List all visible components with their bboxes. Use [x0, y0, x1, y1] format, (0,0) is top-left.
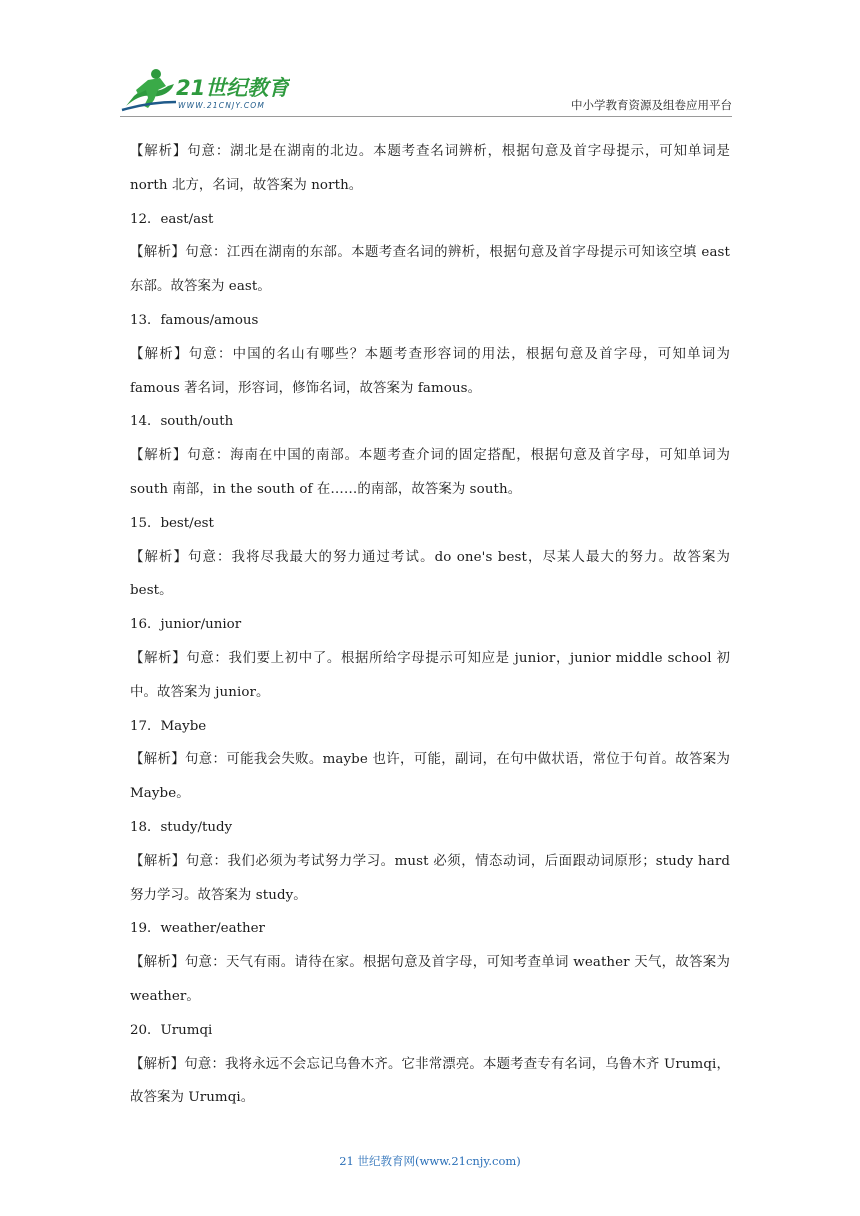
item-number: 13． [130, 312, 161, 328]
item-number: 17． [130, 718, 161, 734]
explanation-17: 【解析】句意：可能我会失败。maybe 也许，可能，副词，在句中做状语，常位于句首。故答案为 Maybe。 [130, 752, 730, 802]
item-answer: south/outh [160, 414, 234, 430]
item-answer: Urumqi [160, 1022, 213, 1038]
item-number: 16． [130, 617, 161, 633]
item-number: 20． [130, 1022, 161, 1038]
answer-19 [130, 912, 730, 946]
explanation-11: 【解析】句意：湖北是在湖南的北边。本题考查名词辨析，根据句意及首字母提示，可知单词是 north 北方，名词，故答案为 north。 [130, 144, 730, 193]
answer-17 [130, 710, 730, 744]
explanation-12: 【解析】句意：江西在湖南的东部。本题考查名词的辨析，根据句意及首字母提示可知该空填 east 东部。故答案为 east。 [130, 245, 730, 295]
page-footer[interactable]: 21 世纪教育网(www.21cnjy.com) [339, 1154, 521, 1168]
runner-icon [122, 69, 176, 110]
item-answer: junior/unior [160, 617, 242, 633]
page-header [120, 66, 732, 114]
item-answer: study/tudy [160, 819, 233, 835]
answer-20 [130, 1014, 730, 1048]
answer-13 [130, 304, 730, 338]
explanation-14: 【解析】句意：海南在中国的南部。本题考查介词的固定搭配，根据句意及首字母，可知单词为 south 南部，in the south of 在……的南部，故答案为 south。 [130, 448, 730, 497]
item-answer: Maybe [160, 718, 207, 734]
logo-url: WWW.21CNJY.COM [178, 101, 266, 110]
explanation-15: 【解析】句意：我将尽我最大的努力通过考试。do one's best，尽某人最大的努力。故答案为 best。 [130, 549, 730, 599]
item-number: 18． [130, 819, 161, 835]
answer-15 [130, 507, 730, 541]
explanation-20: 【解析】句意：我将永远不会忘记乌鲁木齐。它非常漂亮。本题考查专有名词，乌鲁木齐 Urumqi，故答案为 Urumqi。 [130, 1056, 730, 1106]
explanation-16: 【解析】句意：我们要上初中了。根据所给字母提示可知应是 junior，junior middle school 初中。故答案为 junior。 [130, 650, 730, 700]
item-answer: east/ast [160, 211, 214, 227]
item-answer: best/est [160, 515, 214, 531]
explanation-19: 【解析】句意：天气有雨。请待在家。根据句意及首字母，可知考查单词 weather 天气，故答案为 weather。 [130, 955, 730, 1004]
platform-title: 中小学教育资源及组卷应用平台 [571, 98, 732, 112]
item-number: 12． [130, 211, 161, 227]
answer-list [130, 135, 730, 1115]
site-logo [120, 66, 290, 114]
answer-16 [130, 608, 730, 642]
explanation-18: 【解析】句意：我们必须为考试努力学习。must 必须，情态动词，后面跟动词原形；study hard 努力学习。故答案为 study。 [130, 853, 730, 903]
item-answer: weather/eather [160, 921, 265, 937]
item-number: 19． [130, 921, 161, 937]
answer-14 [130, 405, 730, 439]
answer-12 [130, 203, 730, 237]
item-answer: famous/amous [160, 312, 259, 328]
explanation-13: 【解析】句意：中国的名山有哪些？本题考查形容词的用法，根据句意及首字母，可知单词为 famous 著名词，形容词，修饰名词，故答案为 famous。 [130, 346, 730, 396]
item-number: 15． [130, 515, 161, 531]
header-divider [120, 116, 732, 117]
logo-wordmark: 21世纪教育 [176, 76, 290, 100]
answer-18 [130, 811, 730, 845]
item-number: 14． [130, 414, 161, 430]
